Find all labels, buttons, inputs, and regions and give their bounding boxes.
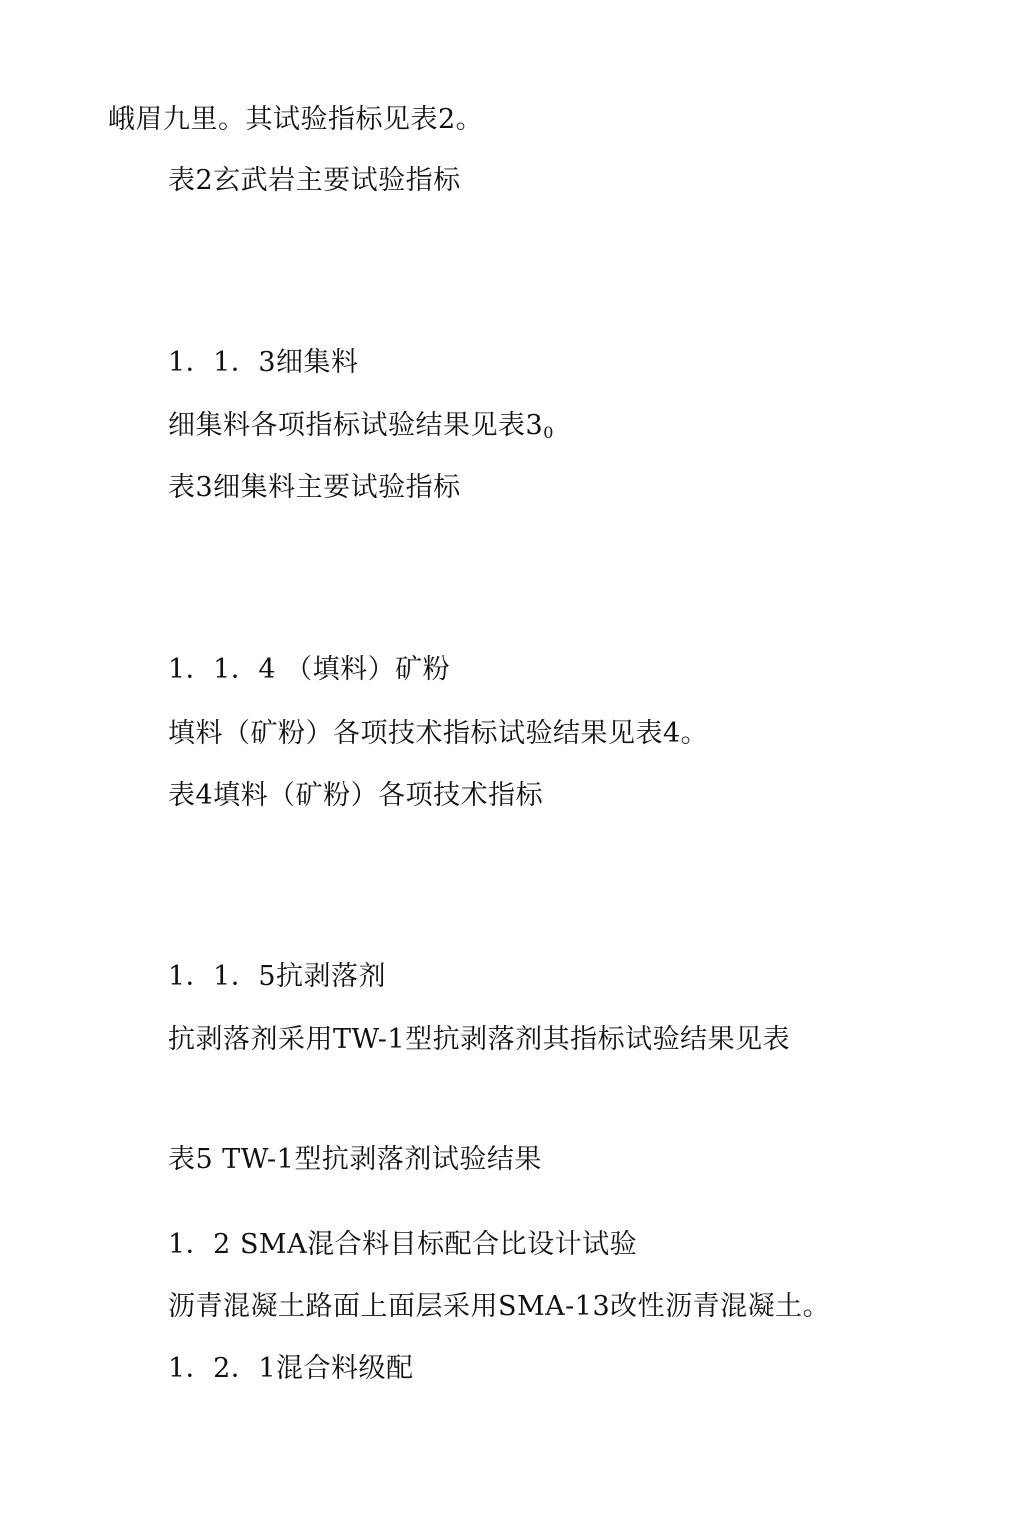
table-caption: 表2玄武岩主要试验指标 xyxy=(168,165,461,196)
table-caption: 表3细集料主要试验指标 xyxy=(168,472,461,503)
table-caption: 表5 TW-1型抗剥落剂试验结果 xyxy=(168,1144,542,1175)
table-caption: 表4填料（矿粉）各项技术指标 xyxy=(168,780,544,811)
section-heading: 1．1．3细集料 xyxy=(168,347,359,378)
section-heading: 1．2 SMA混合料目标配合比设计试验 xyxy=(168,1229,638,1260)
text-line-main: 细集料各项指标试验结果见表3 xyxy=(168,410,544,441)
text-line: 沥青混凝土路面上面层采用SMA-13改性沥青混凝土。 xyxy=(168,1291,831,1322)
subscript: 0 xyxy=(543,423,554,442)
text-line: 填料（矿粉）各项技术指标试验结果见表4。 xyxy=(168,718,709,749)
text-line xyxy=(168,408,554,451)
text-line: 峨眉九里。其试验指标见表2。 xyxy=(108,104,484,135)
section-heading: 1．1．5抗剥落剂 xyxy=(168,961,387,992)
section-heading: 1．2．1混合料级配 xyxy=(168,1353,414,1384)
section-heading: 1．1．4 （填料）矿粉 xyxy=(168,654,451,685)
text-line: 抗剥落剂采用TW-1型抗剥落剂其指标试验结果见表 xyxy=(168,1024,791,1055)
